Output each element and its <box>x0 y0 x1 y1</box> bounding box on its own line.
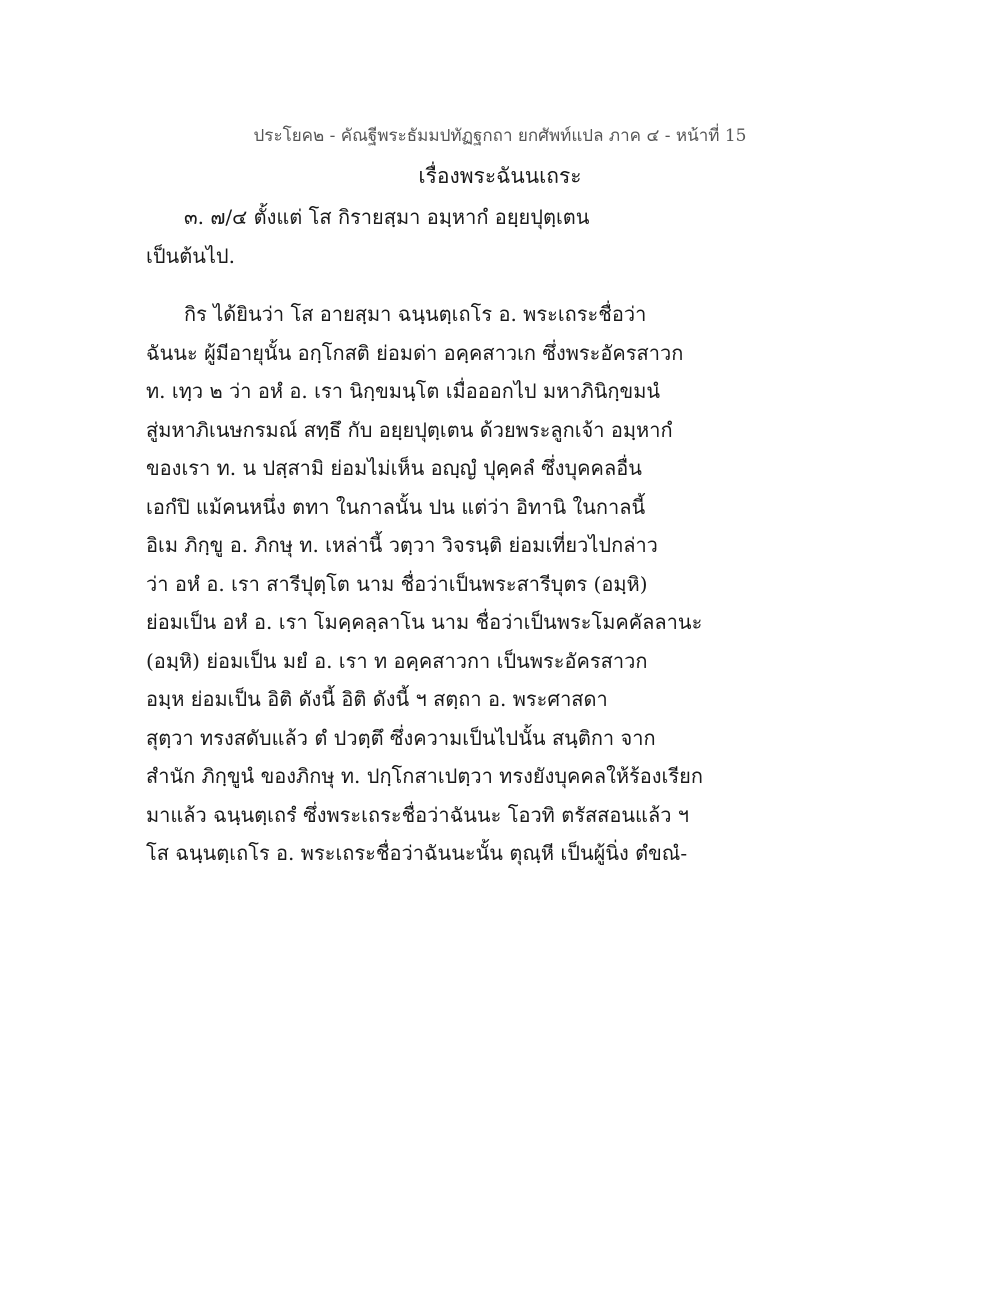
text-line: กิร ได้ยินว่า โส อายสฺมา ฉนฺนตฺเถโร อ. พระเถระชื่อว่า <box>184 302 647 326</box>
text-line: สุตฺวา ทรงสดับแล้ว ตํ ปวตฺตึ ซึ่งความเป็นไปนั้น สนฺติกา จาก <box>146 725 656 750</box>
text-line: (อมฺหิ) ย่อมเป็น มยํ อ. เรา ท อคฺคสาวกา เป็นพระอัครสาวก <box>146 648 648 673</box>
paragraph-2 <box>146 295 706 873</box>
text-line: ของเรา ท. น ปสฺสามิ ย่อมไม่เห็น อญฺญํ ปุคฺคลํ ซึ่งบุคคลอื่น <box>146 456 642 480</box>
text-line: เป็นต้นไป. <box>146 243 235 268</box>
text-line: โส ฉนฺนตฺเถโร อ. พระเถระชื่อว่าฉันนะนั้น ตุณฺหี เป็นผู้นิ่ง ตํขณํ- <box>146 841 688 865</box>
body-text <box>146 198 706 873</box>
text-line: สำนัก ภิกฺขูนํ ของภิกษุ ท. ปกฺโกสาเปตฺวา ทรงยังบุคคลให้ร้องเรียก <box>146 764 703 788</box>
paragraph-1 <box>146 198 706 275</box>
text-line: อมฺห ย่อมเป็น อิติ ดังนี้ อิติ ดังนี้ ฯ สตฺถา อ. พระศาสดา <box>146 687 608 711</box>
text-line: มาแล้ว ฉนฺนตฺเถรํ ซึ่งพระเถระชื่อว่าฉันนะ โอวทิ ตรัสสอนแล้ว ฯ <box>146 802 690 827</box>
running-header: ประโยค๒ - คัณฐีพระธัมมปทัฏฐกถา ยกศัพท์แปล ภาค ๔ - หน้าที่ 15 <box>253 126 747 146</box>
text-line: ย่อมเป็น อหํ อ. เรา โมคฺคลฺลาโน นาม ชื่อว่าเป็นพระโมคคัลลานะ <box>146 610 703 634</box>
text-line: ฉันนะ ผู้มีอายุนั้น อกฺโกสติ ย่อมด่า อคฺคสาวเก ซึ่งพระอัครสาวก <box>146 340 684 365</box>
paragraph-gap <box>146 275 706 295</box>
text-line: เอกํปิ แม้คนหนึ่ง ตทา ในกาลนั้น ปน แต่ว่า อิทานิ ในกาลนี้ <box>146 494 646 519</box>
text-line: ๓. ๗/๔ ตั้งแต่ โส กิรายสฺมา อมฺหากํ อยฺยปุตฺเตน <box>184 205 590 229</box>
text-line: ท. เทฺว ๒ ว่า อหํ อ. เรา นิกฺขมนฺโต เมื่อออกไป มหาภินิกฺขมนํ <box>146 379 661 403</box>
text-line: อิเม ภิกฺขู อ. ภิกษุ ท. เหล่านี้ วตฺวา วิจรนฺติ ย่อมเที่ยวไปกล่าว <box>146 533 658 557</box>
text-line: ว่า อหํ อ. เรา สารีปุตฺโต นาม ชื่อว่าเป็นพระสารีบุตร (อมฺหิ) <box>146 571 648 596</box>
text-line: สู่มหาภิเนษกรมณ์ สทฺธึ กับ อยฺยปุตฺเตน ด้วยพระลูกเจ้า อมฺหากํ <box>146 417 673 442</box>
story-title: เรื่องพระฉันนเถระ <box>418 164 582 188</box>
